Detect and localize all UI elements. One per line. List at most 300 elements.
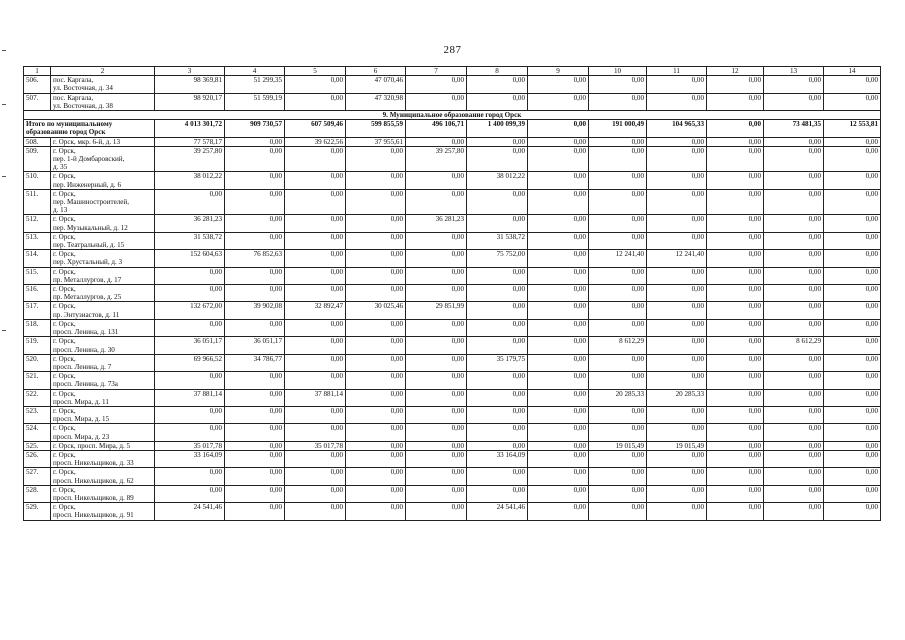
value-cell: 0,00 [406, 468, 467, 485]
address-line: д. 13 [53, 206, 68, 215]
value-cell: 0,00 [647, 189, 707, 215]
address-line: просп. Ленина, д. 131 [53, 328, 119, 337]
value-cell: 0,00 [764, 450, 824, 467]
value-cell: 0,00 [589, 76, 647, 93]
value-cell: 0,00 [764, 172, 824, 189]
value-cell: 47 070,46 [346, 76, 406, 93]
value-cell: 0,00 [467, 389, 528, 406]
table-row [24, 232, 881, 249]
value-cell: 0,00 [285, 354, 346, 371]
value-cell: 0,00 [406, 76, 467, 93]
value-cell: 0,00 [528, 250, 589, 267]
value-cell: 0,00 [528, 146, 589, 172]
value-cell: 0,00 [707, 120, 764, 137]
value-cell: 0,00 [589, 354, 647, 371]
value-cell: 75 752,00 [467, 250, 528, 267]
table-row [24, 337, 881, 354]
value-cell: 0,00 [764, 285, 824, 302]
value-cell: 34 786,77 [225, 354, 285, 371]
address-line: г. Орск, [53, 337, 76, 346]
address-line: г. Орск, [53, 354, 76, 363]
value-cell: 0,00 [647, 76, 707, 93]
row-number: 527. [24, 468, 51, 485]
value-cell: 0,00 [225, 215, 285, 232]
value-cell: 0,00 [824, 468, 881, 485]
value-cell: 0,00 [467, 441, 528, 450]
value-cell: 0,00 [285, 285, 346, 302]
value-cell: 0,00 [528, 120, 589, 137]
address-line: пер. Машиностроителей, [53, 198, 130, 207]
value-cell: 0,00 [346, 319, 406, 336]
column-number: 7 [406, 67, 467, 76]
value-cell: 0,00 [467, 76, 528, 93]
value-cell: 36 281,23 [406, 215, 467, 232]
value-cell: 36 051,17 [155, 337, 225, 354]
row-number: 526. [24, 450, 51, 467]
value-cell: 0,00 [528, 372, 589, 389]
value-cell: 0,00 [467, 424, 528, 441]
value-cell: 0,00 [589, 468, 647, 485]
value-cell: 0,00 [707, 485, 764, 502]
address-line: г. Орск, [53, 485, 76, 494]
value-cell: 0,00 [346, 285, 406, 302]
value-cell: 0,00 [824, 424, 881, 441]
page-number: 287 [443, 44, 462, 56]
value-cell: 0,00 [764, 232, 824, 249]
value-cell: 0,00 [225, 285, 285, 302]
value-cell: 0,00 [406, 189, 467, 215]
value-cell: 0,00 [285, 93, 346, 110]
value-cell: 0,00 [528, 319, 589, 336]
value-cell: 0,00 [707, 319, 764, 336]
value-cell: 0,00 [406, 406, 467, 423]
value-cell: 0,00 [589, 302, 647, 319]
address-line: ул. Восточная, д. 34 [53, 84, 113, 93]
value-cell: 0,00 [346, 503, 406, 520]
value-cell: 98 920,17 [155, 93, 225, 110]
value-cell: 0,00 [528, 468, 589, 485]
value-cell: 20 285,33 [647, 389, 707, 406]
address-cell [51, 137, 155, 146]
value-cell: 0,00 [707, 172, 764, 189]
value-cell: 0,00 [155, 189, 225, 215]
value-cell: 0,00 [285, 468, 346, 485]
table-row [24, 389, 881, 406]
column-number: 2 [51, 67, 155, 76]
value-cell: 0,00 [225, 389, 285, 406]
value-cell: 0,00 [764, 189, 824, 215]
value-cell: 8 612,29 [764, 337, 824, 354]
value-cell: 0,00 [824, 503, 881, 520]
value-cell: 0,00 [824, 389, 881, 406]
address-line: просп. Никельщиков, д. 62 [53, 476, 134, 485]
value-cell: 152 604,63 [155, 250, 225, 267]
value-cell: 0,00 [225, 172, 285, 189]
value-cell: 0,00 [155, 406, 225, 423]
binding-mark [2, 330, 6, 331]
value-cell: 0,00 [346, 267, 406, 284]
address-line: г. Орск, [53, 319, 76, 328]
value-cell: 0,00 [528, 485, 589, 502]
table-row [24, 137, 881, 146]
value-cell: 0,00 [225, 424, 285, 441]
value-cell: 496 106,71 [406, 120, 467, 137]
value-cell: 0,00 [406, 93, 467, 110]
value-cell: 0,00 [707, 302, 764, 319]
value-cell: 0,00 [467, 406, 528, 423]
value-cell: 0,00 [225, 319, 285, 336]
value-cell: 51 599,19 [225, 93, 285, 110]
address-line: г. Орск, [53, 372, 76, 381]
address-line: просп. Никельщиков, д. 33 [53, 459, 134, 468]
value-cell: 51 299,35 [225, 76, 285, 93]
address-line: г. Орск, [53, 146, 76, 155]
table-row [24, 503, 881, 520]
value-cell: 0,00 [589, 215, 647, 232]
value-cell: 0,00 [406, 372, 467, 389]
row-number: 512. [24, 215, 51, 232]
value-cell: 0,00 [647, 285, 707, 302]
address-line: г. Орск, [53, 389, 76, 398]
value-cell: 0,00 [285, 503, 346, 520]
value-cell: 0,00 [528, 406, 589, 423]
table-row [24, 146, 881, 172]
value-cell: 29 851,99 [406, 302, 467, 319]
address-cell [51, 172, 155, 189]
value-cell: 98 369,81 [155, 76, 225, 93]
column-number: 9 [528, 67, 589, 76]
value-cell: 0,00 [824, 319, 881, 336]
address-line: пос. Каргала, [53, 76, 94, 85]
value-cell: 0,00 [528, 389, 589, 406]
value-cell: 0,00 [406, 337, 467, 354]
value-cell: 0,00 [707, 267, 764, 284]
value-cell: 0,00 [647, 372, 707, 389]
address-line: просп. Ленина, д. 30 [53, 345, 115, 354]
value-cell: 0,00 [346, 232, 406, 249]
address-line: г. Орск, [53, 250, 76, 259]
value-cell: 4 013 301,72 [155, 120, 225, 137]
address-cell [51, 406, 155, 423]
row-number: 511. [24, 189, 51, 215]
value-cell: 0,00 [764, 215, 824, 232]
value-cell: 30 025,46 [346, 302, 406, 319]
value-cell: 0,00 [764, 406, 824, 423]
row-number: 529. [24, 503, 51, 520]
value-cell: 0,00 [707, 503, 764, 520]
address-cell [51, 503, 155, 520]
value-cell: 24 541,46 [155, 503, 225, 520]
value-cell: 0,00 [589, 137, 647, 146]
address-cell [51, 285, 155, 302]
value-cell: 24 541,46 [467, 503, 528, 520]
value-cell: 607 509,46 [285, 120, 346, 137]
value-cell: 0,00 [764, 76, 824, 93]
table-row [24, 372, 881, 389]
value-cell: 0,00 [225, 372, 285, 389]
address-line: просп. Ленина, д. 7 [53, 362, 112, 371]
value-cell: 0,00 [589, 93, 647, 110]
value-cell: 0,00 [346, 389, 406, 406]
value-cell: 76 852,63 [225, 250, 285, 267]
register-table [23, 66, 881, 521]
value-cell: 0,00 [764, 354, 824, 371]
row-number: 510. [24, 172, 51, 189]
table-row [24, 250, 881, 267]
value-cell: 0,00 [285, 250, 346, 267]
value-cell: 0,00 [647, 302, 707, 319]
table-row [24, 189, 881, 215]
value-cell: 0,00 [467, 137, 528, 146]
value-cell: 0,00 [155, 424, 225, 441]
value-cell: 0,00 [346, 485, 406, 502]
address-line: г. Орск, просп. Мира, д. 5 [53, 441, 131, 450]
value-cell: 0,00 [824, 215, 881, 232]
value-cell: 0,00 [225, 267, 285, 284]
binding-mark [2, 104, 6, 105]
value-cell: 0,00 [406, 354, 467, 371]
value-cell: 0,00 [528, 302, 589, 319]
value-cell: 37 881,14 [155, 389, 225, 406]
address-line: г. Орск, [53, 215, 76, 224]
address-line: пер. Театральный, д. 15 [53, 241, 125, 250]
value-cell: 0,00 [406, 137, 467, 146]
value-cell: 0,00 [225, 137, 285, 146]
row-number: 518. [24, 319, 51, 336]
column-number: 13 [764, 67, 824, 76]
value-cell: 19 015,49 [589, 441, 647, 450]
value-cell: 0,00 [406, 441, 467, 450]
value-cell: 0,00 [647, 172, 707, 189]
value-cell: 0,00 [528, 76, 589, 93]
value-cell: 0,00 [225, 485, 285, 502]
value-cell: 0,00 [528, 503, 589, 520]
value-cell: 35 017,78 [285, 441, 346, 450]
value-cell: 0,00 [707, 76, 764, 93]
value-cell: 0,00 [824, 450, 881, 467]
column-number: 11 [647, 67, 707, 76]
value-cell: 0,00 [155, 267, 225, 284]
value-cell: 0,00 [707, 189, 764, 215]
address-line: пр. Металлургов, д. 25 [53, 293, 122, 302]
value-cell: 0,00 [285, 76, 346, 93]
address-line: пос. Каргала, [53, 93, 94, 102]
value-cell: 0,00 [707, 354, 764, 371]
value-cell: 0,00 [467, 372, 528, 389]
value-cell: 0,00 [647, 232, 707, 249]
value-cell: 0,00 [346, 146, 406, 172]
value-cell: 0,00 [467, 337, 528, 354]
value-cell: 0,00 [707, 441, 764, 450]
value-cell: 0,00 [225, 406, 285, 423]
value-cell: 0,00 [406, 389, 467, 406]
value-cell: 0,00 [225, 503, 285, 520]
value-cell: 0,00 [346, 424, 406, 441]
table-row [24, 76, 881, 93]
value-cell: 0,00 [155, 485, 225, 502]
value-cell: 0,00 [225, 232, 285, 249]
address-line: г. Орск, [53, 172, 76, 181]
value-cell: 0,00 [467, 468, 528, 485]
value-cell: 0,00 [528, 189, 589, 215]
address-cell [51, 468, 155, 485]
value-cell: 0,00 [285, 450, 346, 467]
value-cell: 0,00 [764, 468, 824, 485]
value-cell: 0,00 [824, 302, 881, 319]
row-number: 514. [24, 250, 51, 267]
value-cell: 0,00 [589, 172, 647, 189]
value-cell: 0,00 [346, 215, 406, 232]
value-cell: 0,00 [285, 232, 346, 249]
value-cell: 0,00 [824, 337, 881, 354]
address-line: г. Орск, [53, 232, 76, 241]
value-cell: 0,00 [285, 485, 346, 502]
value-cell: 39 622,56 [285, 137, 346, 146]
address-line: просп. Мира, д. 15 [53, 415, 110, 424]
value-cell: 0,00 [225, 450, 285, 467]
value-cell: 39 257,80 [406, 146, 467, 172]
value-cell: 0,00 [528, 424, 589, 441]
value-cell: 0,00 [647, 406, 707, 423]
table-row [24, 354, 881, 371]
address-line: просп. Мира, д. 11 [53, 397, 109, 406]
value-cell: 12 553,81 [824, 120, 881, 137]
row-number: 513. [24, 232, 51, 249]
address-cell [51, 215, 155, 232]
total-label [24, 120, 155, 137]
value-cell: 0,00 [528, 285, 589, 302]
value-cell: 0,00 [647, 319, 707, 336]
address-cell [51, 485, 155, 502]
column-number: 8 [467, 67, 528, 76]
value-cell: 0,00 [528, 441, 589, 450]
value-cell: 35 017,78 [155, 441, 225, 450]
value-cell: 37 881,14 [285, 389, 346, 406]
address-line: образованию город Орск [26, 128, 106, 137]
value-cell: 0,00 [707, 215, 764, 232]
value-cell: 0,00 [346, 450, 406, 467]
value-cell: 0,00 [824, 354, 881, 371]
row-number: 519. [24, 337, 51, 354]
value-cell: 0,00 [647, 146, 707, 172]
value-cell: 0,00 [824, 285, 881, 302]
value-cell: 909 730,57 [225, 120, 285, 137]
address-line: г. Орск, мкр. 6-й, д. 13 [53, 137, 120, 146]
value-cell: 0,00 [406, 485, 467, 502]
value-cell: 0,00 [647, 215, 707, 232]
column-number-row [24, 67, 881, 76]
value-cell: 0,00 [824, 93, 881, 110]
value-cell: 0,00 [225, 189, 285, 215]
value-cell: 33 164,09 [155, 450, 225, 467]
value-cell: 0,00 [647, 424, 707, 441]
address-cell [51, 93, 155, 110]
value-cell: 0,00 [285, 189, 346, 215]
value-cell: 0,00 [589, 485, 647, 502]
table-row [24, 485, 881, 502]
value-cell: 0,00 [467, 215, 528, 232]
value-cell: 0,00 [647, 450, 707, 467]
value-cell: 8 612,29 [589, 337, 647, 354]
value-cell: 47 320,98 [346, 93, 406, 110]
value-cell: 0,00 [589, 424, 647, 441]
value-cell: 0,00 [707, 389, 764, 406]
address-cell [51, 354, 155, 371]
value-cell: 0,00 [764, 389, 824, 406]
value-cell: 0,00 [406, 319, 467, 336]
address-cell [51, 319, 155, 336]
address-line: г. Орск, [53, 285, 76, 294]
value-cell: 0,00 [285, 172, 346, 189]
value-cell: 0,00 [764, 503, 824, 520]
address-cell [51, 450, 155, 467]
value-cell: 0,00 [707, 285, 764, 302]
value-cell: 0,00 [406, 250, 467, 267]
value-cell: 73 481,35 [764, 120, 824, 137]
binding-mark [2, 50, 6, 51]
value-cell: 0,00 [647, 93, 707, 110]
address-line: г. Орск, [53, 267, 76, 276]
value-cell: 0,00 [346, 354, 406, 371]
table-row [24, 441, 881, 450]
value-cell: 0,00 [589, 372, 647, 389]
value-cell: 20 285,33 [589, 389, 647, 406]
value-cell: 0,00 [647, 137, 707, 146]
value-cell: 0,00 [824, 137, 881, 146]
value-cell: 0,00 [707, 424, 764, 441]
value-cell: 37 955,61 [346, 137, 406, 146]
value-cell: 0,00 [824, 485, 881, 502]
address-cell [51, 189, 155, 215]
value-cell: 0,00 [346, 468, 406, 485]
value-cell: 0,00 [346, 172, 406, 189]
value-cell: 0,00 [346, 337, 406, 354]
address-line: просп. Мира, д. 23 [53, 432, 110, 441]
value-cell: 0,00 [285, 319, 346, 336]
row-number: 522. [24, 389, 51, 406]
value-cell: 0,00 [589, 146, 647, 172]
value-cell: 0,00 [824, 189, 881, 215]
value-cell: 0,00 [764, 302, 824, 319]
value-cell: 0,00 [589, 267, 647, 284]
address-cell [51, 76, 155, 93]
value-cell: 0,00 [467, 319, 528, 336]
address-line: пер. Музыкальный, д. 12 [53, 223, 128, 232]
value-cell: 0,00 [764, 267, 824, 284]
row-number: 515. [24, 267, 51, 284]
value-cell: 0,00 [764, 93, 824, 110]
value-cell: 0,00 [764, 319, 824, 336]
value-cell: 0,00 [647, 337, 707, 354]
table-row [24, 172, 881, 189]
value-cell: 0,00 [707, 146, 764, 172]
value-cell: 0,00 [528, 137, 589, 146]
value-cell: 12 241,40 [647, 250, 707, 267]
value-cell: 0,00 [346, 372, 406, 389]
value-cell: 38 012,22 [155, 172, 225, 189]
address-line: г. Орск, [53, 406, 76, 415]
value-cell: 0,00 [225, 441, 285, 450]
value-cell: 0,00 [589, 503, 647, 520]
address-cell [51, 302, 155, 319]
address-line: г. Орск, [53, 468, 76, 477]
column-number: 10 [589, 67, 647, 76]
address-line: г. Орск, [53, 503, 76, 512]
binding-mark [2, 176, 6, 177]
section-title: 9. Муниципальное образование город Орск [24, 111, 881, 120]
address-cell [51, 267, 155, 284]
value-cell: 0,00 [155, 319, 225, 336]
